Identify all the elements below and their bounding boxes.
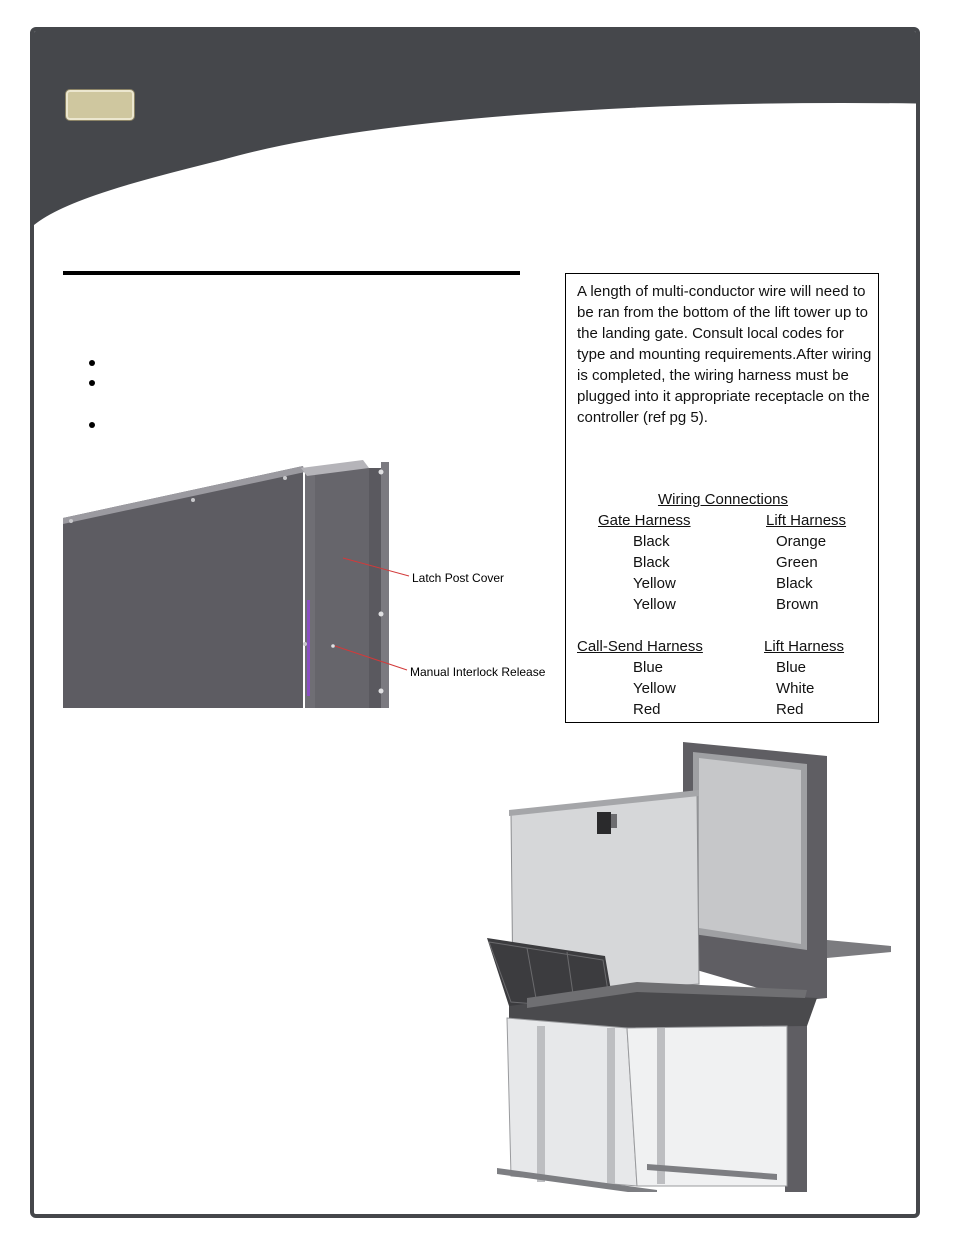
lift-harness-header: Lift Harness bbox=[766, 512, 847, 529]
section-rule bbox=[63, 271, 520, 275]
callout-latch-post-cover: Latch Post Cover bbox=[412, 571, 505, 585]
bullet-point bbox=[86, 357, 96, 367]
table-cell: Blue bbox=[633, 659, 664, 676]
table-cell: Yellow bbox=[633, 575, 676, 592]
info-paragraph: A length of multi-conductor wire will need to be ran from the bottom of the lift tower up to the landing gate. Consult local codes for type and mounting requirements.After wiring is completed, the wiring harness must be plugged into it appropriate receptacle on the controller (ref pg 5). bbox=[577, 283, 872, 426]
table-cell: Blue bbox=[776, 659, 807, 676]
section-badge bbox=[66, 90, 134, 120]
table-cell: Black bbox=[633, 533, 670, 550]
table-cell: Brown bbox=[776, 596, 819, 613]
table-cell: Red bbox=[776, 701, 804, 718]
table-cell: Orange bbox=[776, 533, 827, 550]
table-cell: Red bbox=[633, 701, 661, 718]
callout-manual-interlock-release: Manual Interlock Release bbox=[410, 665, 546, 679]
wiring-title: Wiring Connections bbox=[657, 491, 789, 508]
bullet-point bbox=[86, 419, 96, 429]
latch-post-figure bbox=[63, 458, 558, 708]
table-cell: Yellow bbox=[633, 596, 676, 613]
table-cell: Black bbox=[776, 575, 813, 592]
lift-assembly-figure bbox=[487, 736, 895, 1192]
table-cell: White bbox=[776, 680, 815, 697]
wiring-info-box bbox=[565, 273, 879, 723]
header-banner bbox=[34, 31, 916, 271]
table-cell: Yellow bbox=[633, 680, 676, 697]
table-cell: Black bbox=[633, 554, 670, 571]
bullet-point bbox=[86, 377, 96, 387]
call-send-harness-header: Call-Send Harness bbox=[577, 638, 703, 655]
table-cell: Green bbox=[776, 554, 818, 571]
lift-harness-header: Lift Harness bbox=[764, 638, 845, 655]
gate-harness-header: Gate Harness bbox=[598, 512, 691, 529]
